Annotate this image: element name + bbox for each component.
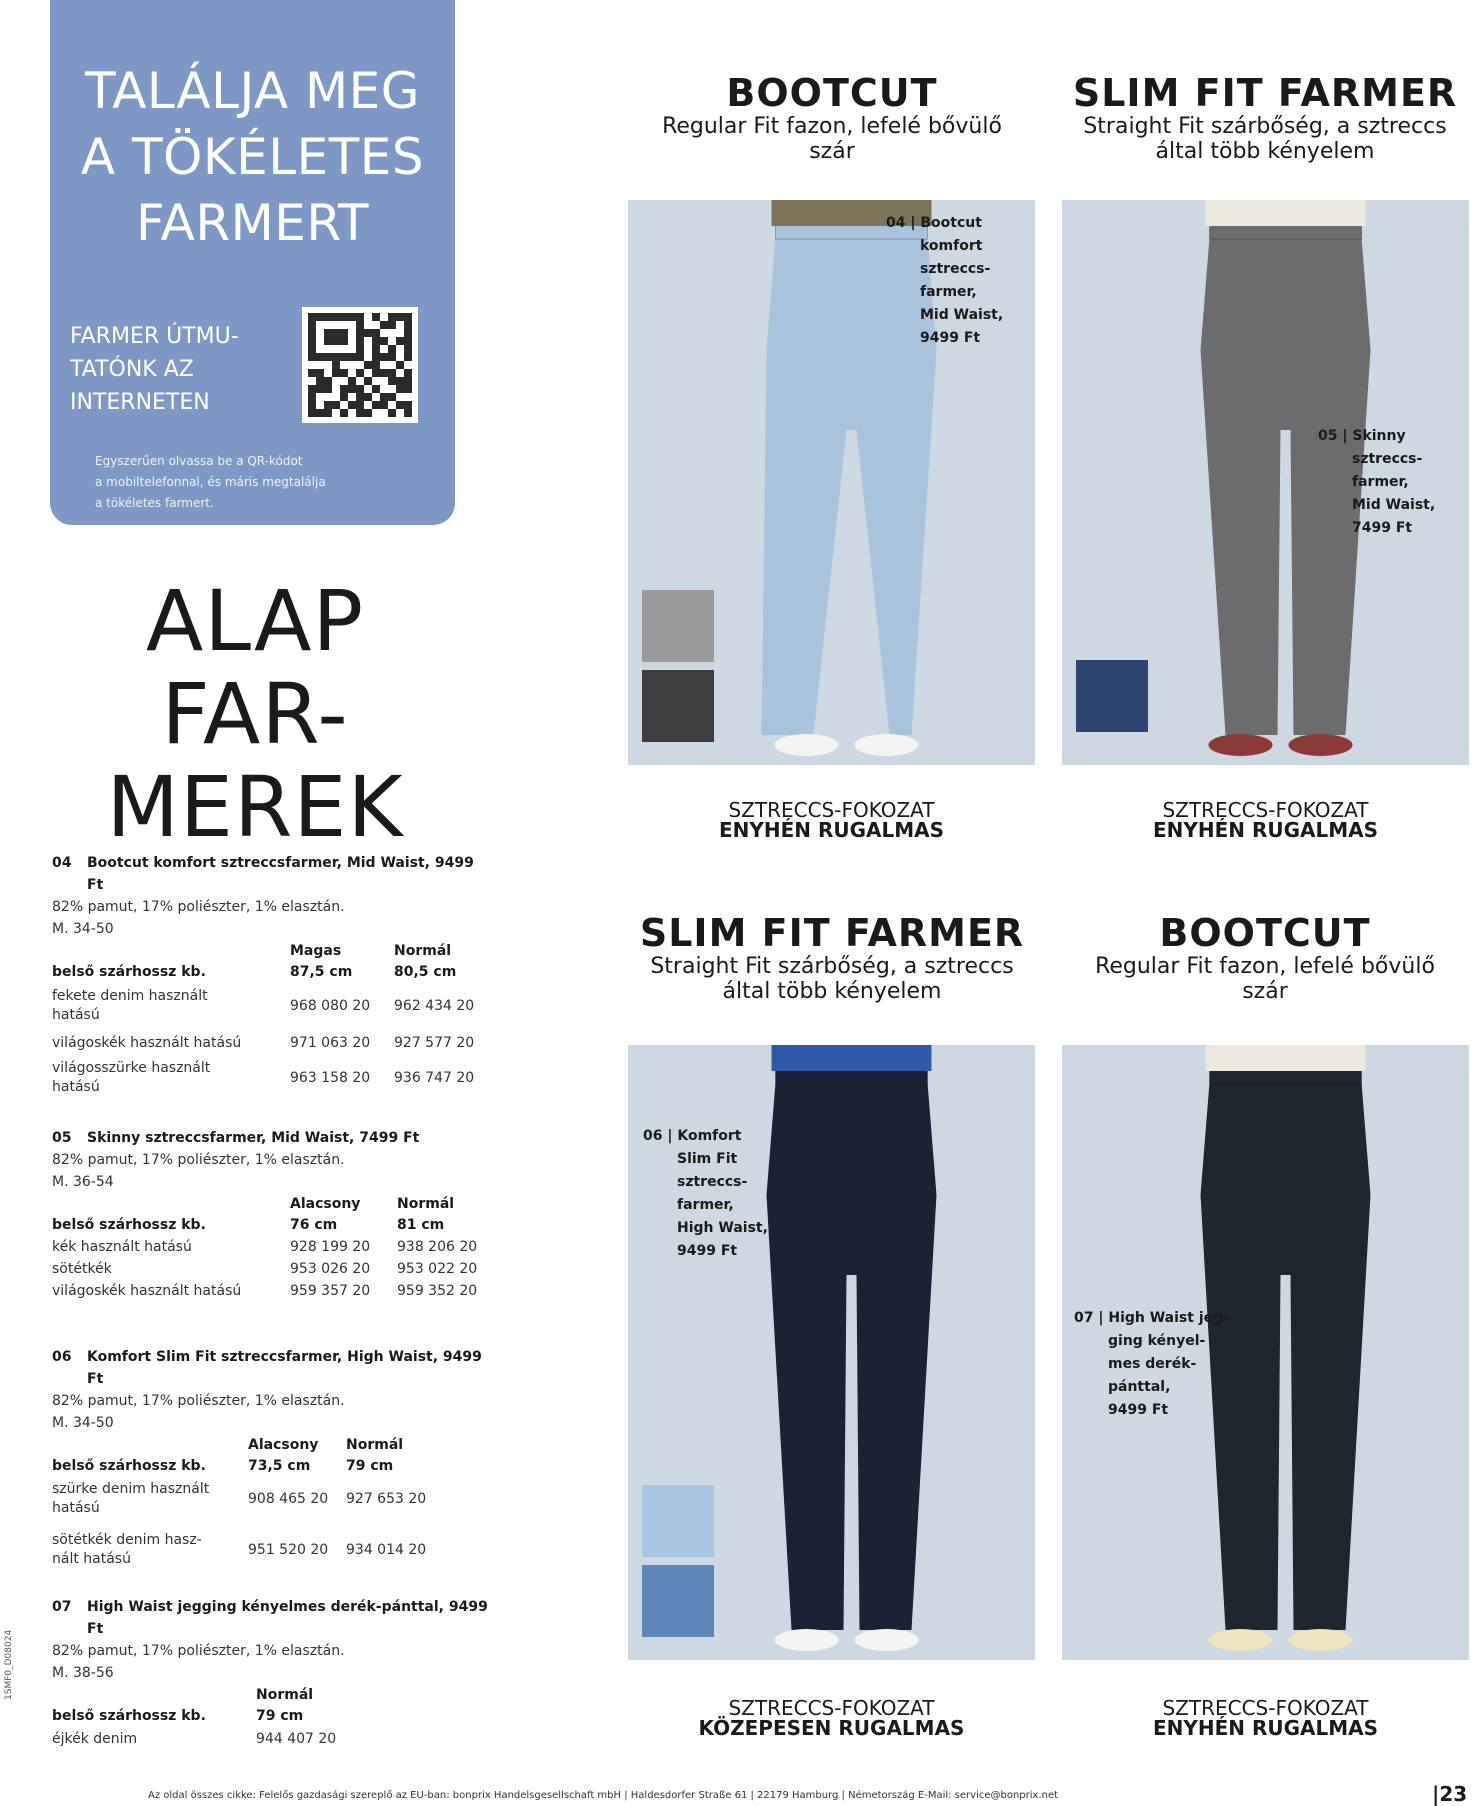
column-header: Alacsony — [290, 1196, 361, 1212]
size-table — [52, 1193, 492, 1303]
article-number: 959 357 20 — [290, 1283, 371, 1299]
shoe — [1289, 734, 1353, 756]
promo-note-line: Egyszerűen olvassa be a QR-kódot — [95, 454, 303, 468]
article-number: 953 022 20 — [397, 1261, 478, 1277]
article-number: 959 352 20 — [397, 1283, 478, 1299]
promo-subtitle-line: TATÓNK AZ — [70, 357, 194, 382]
page-footer: Az oldal összes cikke: Felelős gazdasági szereplő az EU-ban: bonprix Handelsgesellschaft mbH | Haldesdorfer Straße 61 | 22179 Hamburg | Németország E-Mail: service@bonprix.net — [148, 1790, 1059, 1801]
column-header: Normál — [394, 943, 452, 959]
size-table — [52, 1434, 492, 1567]
heading-line: FAR- — [161, 665, 349, 763]
column-length: 73,5 cm — [248, 1458, 311, 1474]
promo-note-line: a mobiltelefonnal, és máris megtalálja — [95, 475, 326, 489]
card-header — [1055, 72, 1475, 164]
shoe — [855, 734, 919, 756]
product-name: High Waist jegging kényelmes derék-pánttal, 9499 Ft — [87, 1599, 488, 1637]
card-header — [622, 912, 1042, 1004]
card-description: által több kényelem — [722, 979, 942, 1004]
card-header — [1055, 912, 1475, 1004]
top-garment — [1206, 1045, 1366, 1071]
article-number: 971 063 20 — [290, 1035, 371, 1051]
size-table — [52, 1684, 492, 1764]
shoe — [1289, 1629, 1353, 1651]
table-row-label: szürke denim használt hatású — [52, 1481, 210, 1516]
product-material: 82% pamut, 17% poliészter, 1% elasztán. — [52, 899, 345, 915]
product-number: 05 — [52, 1130, 72, 1146]
promo-note-line: a tökéletes farmert. — [95, 496, 214, 510]
table-row-label: kék használt hatású — [52, 1239, 192, 1255]
product-number: 07 — [52, 1599, 72, 1615]
column-length: 87,5 cm — [290, 964, 353, 980]
table-row-label: világosszürke használt hatású — [52, 1060, 211, 1095]
product-material: 82% pamut, 17% poliészter, 1% elasztán. — [52, 1643, 345, 1659]
product-number: 06 — [52, 1349, 72, 1365]
shoe — [775, 1629, 839, 1651]
article-number: 927 577 20 — [394, 1035, 475, 1051]
color-swatch[interactable] — [642, 1485, 714, 1557]
product-tag: 05 | Skinny sztreccs- farmer, Mid Waist, 7499 Ft — [1318, 428, 1436, 536]
product-sizes: M. 36-54 — [52, 1174, 114, 1190]
card-title: BOOTCUT — [1159, 911, 1371, 955]
stretch-level — [1062, 800, 1469, 840]
color-swatch[interactable] — [642, 590, 714, 662]
heading-line: MEREK — [106, 758, 404, 856]
page-heading — [60, 572, 450, 856]
top-garment — [1206, 200, 1366, 226]
column-length: 80,5 cm — [394, 964, 457, 980]
color-swatch[interactable] — [642, 670, 714, 742]
article-number: 953 026 20 — [290, 1261, 371, 1277]
waistband — [1210, 225, 1362, 239]
article-number: 934 014 20 — [346, 1542, 427, 1558]
product-tag: 04 | Bootcut komfort sztreccs- farmer, Mid Waist, 9499 Ft — [886, 215, 1004, 346]
card-description: szár — [1242, 979, 1288, 1004]
size-table — [52, 940, 492, 1120]
stretch-label: SZTRECCS-FOKOZAT — [1162, 798, 1369, 822]
table-row-label: sötétkék — [52, 1261, 112, 1277]
card-description: Straight Fit szárbőség, a sztreccs — [650, 954, 1014, 979]
color-swatch[interactable] — [1076, 660, 1148, 732]
product-sizes: M. 34-50 — [52, 921, 114, 937]
color-swatch[interactable] — [642, 1565, 714, 1637]
product-heading — [52, 852, 492, 896]
product-info-05 — [52, 1127, 492, 1303]
product-material: 82% pamut, 17% poliészter, 1% elasztán. — [52, 1393, 345, 1409]
article-number: 938 206 20 — [397, 1239, 478, 1255]
promo-title-line: TALÁLJA MEG — [85, 62, 420, 120]
article-number: 928 199 20 — [290, 1239, 371, 1255]
product-heading — [52, 1127, 492, 1149]
article-number: 968 080 20 — [290, 998, 371, 1014]
column-length: 79 cm — [346, 1458, 394, 1474]
stretch-value: ENYHÉN RUGALMAS — [1152, 1716, 1379, 1740]
shoe — [775, 734, 839, 756]
column-header: Alacsony — [248, 1437, 319, 1453]
product-info-04 — [52, 852, 492, 1120]
stretch-label: SZTRECCS-FOKOZAT — [728, 1696, 935, 1720]
length-label: belső szárhossz kb. — [52, 1708, 206, 1724]
card-title: BOOTCUT — [726, 71, 938, 115]
length-label: belső szárhossz kb. — [52, 1217, 206, 1233]
side-code: 1SMF0_D08024 — [4, 1629, 14, 1700]
promo-title — [50, 58, 455, 256]
stretch-level — [628, 1698, 1035, 1738]
article-number: 927 653 20 — [346, 1491, 427, 1507]
product-tag: 06 | Komfort Slim Fit sztreccs- farmer, High Waist, 9499 Ft — [643, 1128, 768, 1259]
stretch-label: SZTRECCS-FOKOZAT — [1162, 1696, 1369, 1720]
product-heading — [52, 1596, 492, 1640]
column-length: 76 cm — [290, 1217, 338, 1233]
card-description: Straight Fit szárbőség, a sztreccs — [1083, 114, 1447, 139]
table-row-label: sötétkék denim hasz- nált hatású — [52, 1532, 202, 1567]
promo-subtitle-line: INTERNETEN — [70, 390, 210, 415]
column-header: Normál — [346, 1437, 404, 1453]
promo-title-line: FARMERT — [136, 194, 369, 252]
product-material: 82% pamut, 17% poliészter, 1% elasztán. — [52, 1152, 345, 1168]
length-label: belső szárhossz kb. — [52, 964, 206, 980]
card-title: SLIM FIT FARMER — [1072, 71, 1458, 115]
stretch-value: KÖZEPESEN RUGALMAS — [698, 1716, 965, 1740]
product-tag: 07 | High Waist jeg- ging kényel- mes derék- pánttal, 9499 Ft — [1074, 1310, 1229, 1418]
shoe — [1209, 1629, 1273, 1651]
column-length: 81 cm — [397, 1217, 445, 1233]
qr-code-icon[interactable] — [302, 307, 418, 423]
column-header: Normál — [397, 1196, 455, 1212]
article-number: 963 158 20 — [290, 1070, 371, 1086]
product-info-07 — [52, 1596, 492, 1764]
waistband — [776, 1070, 928, 1084]
promo-subtitle-line: FARMER ÚTMU- — [70, 324, 239, 349]
card-description: Regular Fit fazon, lefelé bővülő — [662, 114, 1002, 139]
article-number: 951 520 20 — [248, 1542, 329, 1558]
length-label: belső szárhossz kb. — [52, 1458, 206, 1474]
card-description: szár — [809, 139, 855, 164]
article-number: 944 407 20 — [256, 1731, 337, 1747]
table-row-label: éjkék denim — [52, 1731, 138, 1747]
article-number: 908 465 20 — [248, 1491, 329, 1507]
product-number: 04 — [52, 855, 72, 871]
top-garment — [772, 1045, 932, 1071]
card-description: által több kényelem — [1155, 139, 1375, 164]
product-name: Skinny sztreccsfarmer, Mid Waist, 7499 Ft — [87, 1130, 420, 1146]
article-number: 936 747 20 — [394, 1070, 475, 1086]
product-heading — [52, 1346, 492, 1390]
stretch-level — [1062, 1698, 1469, 1738]
product-sizes: M. 34-50 — [52, 1415, 114, 1431]
card-header — [622, 72, 1042, 164]
column-length: 79 cm — [256, 1708, 304, 1724]
stretch-level — [628, 800, 1035, 840]
stretch-label: SZTRECCS-FOKOZAT — [728, 798, 935, 822]
shoe — [1209, 734, 1273, 756]
page-number: |23 — [1432, 1782, 1468, 1806]
promo-box — [50, 0, 455, 525]
jeans-shape — [767, 1070, 937, 1630]
article-number: 962 434 20 — [394, 998, 475, 1014]
card-description: Regular Fit fazon, lefelé bővülő — [1095, 954, 1435, 979]
promo-subtitle — [70, 320, 290, 419]
column-header: Magas — [290, 943, 342, 959]
stretch-value: ENYHÉN RUGALMAS — [1152, 818, 1379, 842]
table-row-label: világoskék használt hatású — [52, 1035, 242, 1051]
card-title: SLIM FIT FARMER — [639, 911, 1025, 955]
product-name: Komfort Slim Fit sztreccsfarmer, High Waist, 9499 Ft — [87, 1349, 482, 1387]
table-row-label: világoskék használt hatású — [52, 1283, 242, 1299]
heading-line: ALAP — [145, 572, 365, 670]
shoe — [855, 1629, 919, 1651]
product-info-06 — [52, 1346, 492, 1567]
promo-note — [95, 451, 415, 514]
product-sizes: M. 38-56 — [52, 1665, 114, 1681]
waistband — [1210, 1070, 1362, 1084]
promo-title-line: A TÖKÉLETES — [80, 128, 425, 186]
table-row-label: fekete denim használt hatású — [52, 988, 208, 1023]
column-header: Normál — [256, 1687, 314, 1703]
stretch-value: ENYHÉN RUGALMAS — [718, 818, 945, 842]
product-name: Bootcut komfort sztreccsfarmer, Mid Waist, 9499 Ft — [87, 855, 474, 893]
